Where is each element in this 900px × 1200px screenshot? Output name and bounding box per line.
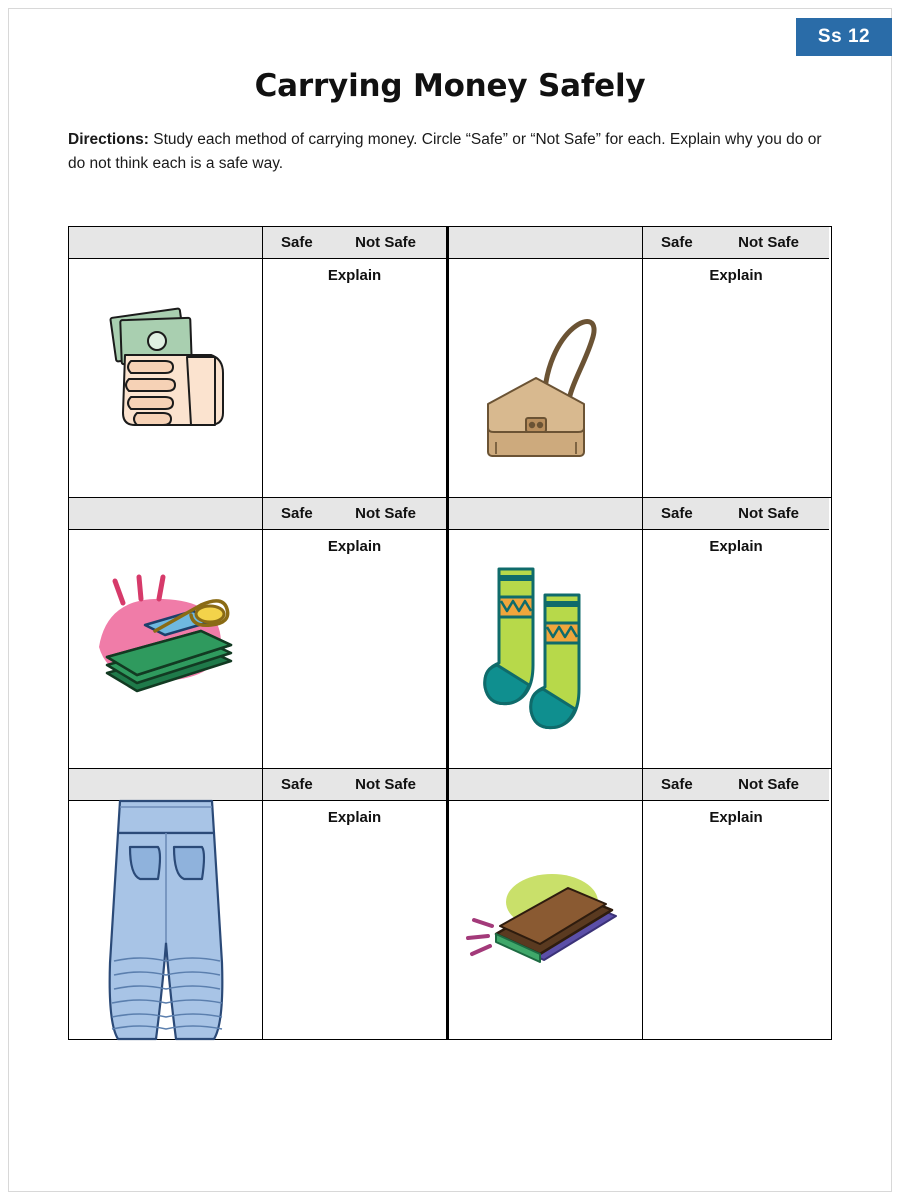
header-image-spacer: [449, 227, 643, 258]
explain-area[interactable]: Explain: [643, 259, 829, 497]
jeans-icon: [69, 801, 263, 1039]
option-safe[interactable]: Safe: [281, 505, 313, 522]
option-safe[interactable]: Safe: [661, 776, 693, 793]
directions-label: Directions:: [68, 131, 149, 148]
option-safe[interactable]: Safe: [661, 234, 693, 251]
header-image-spacer: [69, 498, 263, 529]
worksheet-grid: [68, 226, 832, 1040]
circle-options: [263, 498, 446, 529]
explain-area[interactable]: Explain: [263, 530, 446, 768]
item-body: [69, 259, 446, 497]
item-header: [449, 769, 829, 801]
item-cell-jeans-back-pocket: [69, 769, 449, 1039]
item-cell-shoulder-purse: [449, 227, 829, 497]
cash-in-fist-icon: [69, 259, 263, 497]
item-body: [449, 801, 829, 1039]
item-header: [69, 498, 446, 530]
money-clip-illustration: [81, 569, 251, 729]
item-body: [449, 259, 829, 497]
option-not-safe[interactable]: Not Safe: [355, 776, 416, 793]
explain-area[interactable]: Explain: [263, 801, 446, 1039]
shoulder-bag-illustration: [466, 286, 626, 471]
option-safe[interactable]: Safe: [661, 505, 693, 522]
option-not-safe[interactable]: Not Safe: [355, 505, 416, 522]
cash-in-fist-illustration: [91, 293, 241, 463]
item-header: [449, 498, 829, 530]
option-not-safe[interactable]: Not Safe: [738, 234, 799, 251]
worksheet-row: [69, 227, 831, 498]
header-image-spacer: [449, 769, 643, 800]
option-not-safe[interactable]: Not Safe: [738, 505, 799, 522]
jeans-illustration: [96, 793, 236, 1048]
header-image-spacer: [449, 498, 643, 529]
circle-options: [643, 498, 829, 529]
directions-text: [68, 128, 828, 176]
explain-area[interactable]: Explain: [263, 259, 446, 497]
item-cell-wallet: [449, 769, 829, 1039]
worksheet-row: [69, 498, 831, 769]
item-header: [69, 227, 446, 259]
circle-options: [643, 227, 829, 258]
directions-body: Study each method of carrying money. Circle “Safe” or “Not Safe” for each. Explain why you do or do not think each is a safe way.: [68, 131, 822, 173]
explain-area[interactable]: Explain: [643, 801, 829, 1039]
item-cell-money-clip: [69, 498, 449, 768]
circle-options: [263, 769, 446, 800]
header-image-spacer: [69, 227, 263, 258]
wallet-illustration: [456, 850, 636, 990]
option-not-safe[interactable]: Not Safe: [355, 234, 416, 251]
shoulder-bag-icon: [449, 259, 643, 497]
item-cell-fist-of-cash: [69, 227, 449, 497]
item-body: [69, 530, 446, 768]
worksheet-row: [69, 769, 831, 1039]
circle-options: [263, 227, 446, 258]
option-safe[interactable]: Safe: [281, 234, 313, 251]
item-body: [449, 530, 829, 768]
socks-icon: [449, 530, 643, 768]
option-not-safe[interactable]: Not Safe: [738, 776, 799, 793]
wallet-icon: [449, 801, 643, 1039]
explain-area[interactable]: Explain: [643, 530, 829, 768]
page-title: Carrying Money Safely: [254, 68, 646, 104]
socks-illustration: [471, 557, 621, 742]
page-number-badge: Ss 12: [796, 18, 892, 56]
money-clip-icon: [69, 530, 263, 768]
circle-options: [643, 769, 829, 800]
item-body: [69, 801, 446, 1039]
item-cell-socks: [449, 498, 829, 768]
option-safe[interactable]: Safe: [281, 776, 313, 793]
item-header: [449, 227, 829, 259]
